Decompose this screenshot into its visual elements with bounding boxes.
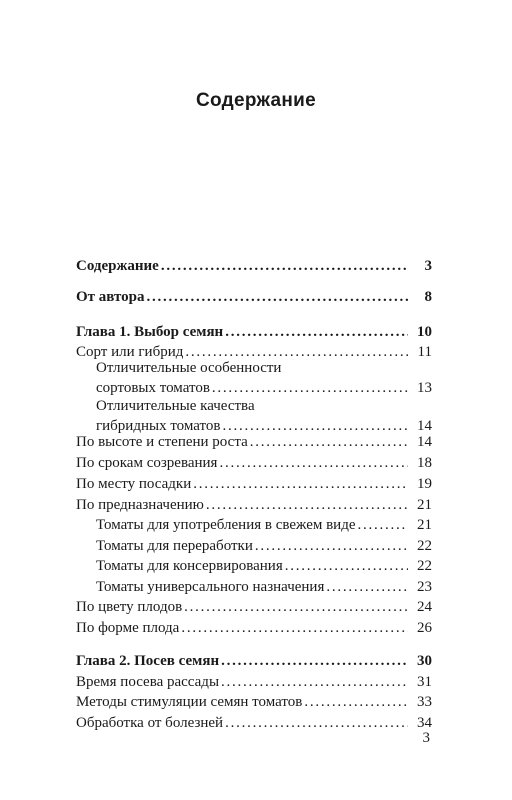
dot-leader	[285, 556, 408, 576]
toc-entry	[76, 358, 432, 398]
dot-leader	[304, 692, 408, 712]
toc-entry-page: 24	[417, 599, 432, 615]
toc-entry-title: Содержание	[76, 258, 159, 274]
toc-entry	[76, 618, 432, 638]
dot-leader	[147, 287, 408, 307]
dot-leader	[212, 378, 408, 398]
toc-entry-title: По срокам созревания	[76, 455, 218, 471]
toc-entry-page: 26	[417, 620, 432, 636]
toc-entry-title-line1: Отличительные качества	[96, 398, 255, 414]
dot-leader	[255, 536, 408, 556]
toc-entry-title: Томаты универсального назначения	[96, 579, 325, 595]
toc-entry-title: Глава 2. Посев семян	[76, 653, 220, 669]
dot-leader	[181, 618, 408, 638]
toc-entry-page: 23	[417, 579, 432, 595]
toc-entry-page: 14	[417, 434, 432, 450]
toc-entry-title-line1: Отличительные особенности	[96, 360, 282, 376]
toc-entry-title: сортовых томатов	[96, 380, 210, 396]
toc-entry	[76, 515, 432, 535]
toc-entry-page: 34	[417, 715, 432, 731]
toc-entry-page: 21	[417, 497, 432, 513]
toc-entry	[76, 287, 432, 307]
toc-entry-page: 8	[424, 289, 432, 305]
toc-entry	[76, 453, 432, 473]
toc-entry-page: 11	[417, 344, 432, 360]
toc-entry-title: Томаты для консервирования	[96, 558, 283, 574]
dot-leader	[221, 672, 408, 692]
toc-entry-title: Обработка от болезней	[76, 715, 224, 731]
dot-leader	[225, 322, 408, 342]
toc-entry	[76, 672, 432, 692]
toc-entry	[76, 651, 432, 671]
toc-entry-title: Методы стимуляции семян томатов	[76, 694, 303, 710]
toc-entry-page: 31	[417, 674, 432, 690]
toc-entry-title: Томаты для переработки	[96, 538, 253, 554]
page-title: Содержание	[195, 90, 317, 111]
toc-entry-title: Сорт или гибрид	[76, 344, 184, 360]
toc-entry-page: 18	[417, 455, 432, 471]
toc-entry-page: 3	[424, 258, 432, 274]
toc-entry-title: По высоте и степени роста	[76, 434, 248, 450]
toc-entry-page: 22	[417, 538, 432, 554]
toc-entry	[76, 556, 432, 576]
toc-entry	[76, 597, 432, 617]
toc-entry-page: 19	[417, 476, 432, 492]
dot-leader	[219, 453, 408, 473]
toc-entry	[76, 536, 432, 556]
dot-leader	[184, 597, 408, 617]
toc-entry-title: От автора	[76, 289, 145, 305]
toc-entry-page: 33	[417, 694, 432, 710]
toc-entry-page: 14	[417, 418, 432, 434]
toc-entry-title: Томаты для употребления в свежем виде	[96, 517, 356, 533]
toc-entry-page: 30	[417, 653, 432, 669]
toc-entry	[76, 692, 432, 712]
toc-entry	[76, 474, 432, 494]
dot-leader	[225, 713, 408, 733]
toc-entry-title: гибридных томатов	[96, 418, 221, 434]
dot-leader	[326, 577, 408, 597]
toc-entry-title: По месту посадки	[76, 476, 192, 492]
dot-leader	[193, 474, 408, 494]
dot-leader	[221, 651, 408, 671]
toc-entry-title: По форме плода	[76, 620, 180, 636]
toc-entry-page: 13	[417, 380, 432, 396]
toc-entry	[76, 577, 432, 597]
toc-entry-page: 21	[417, 517, 432, 533]
page-number: 3	[422, 730, 430, 746]
toc-entry	[76, 713, 432, 733]
toc-entry	[76, 256, 432, 276]
toc-entry	[76, 396, 432, 436]
toc-entry	[76, 322, 432, 342]
toc-entry-title: По цвету плодов	[76, 599, 183, 615]
dot-leader	[206, 495, 408, 515]
dot-leader	[358, 515, 409, 535]
toc-entry	[76, 432, 432, 452]
toc-entry-title: Время посева рассады	[76, 674, 220, 690]
dot-leader	[161, 256, 408, 276]
toc-entry-title: Глава 1. Выбор семян	[76, 324, 224, 340]
dot-leader	[250, 432, 408, 452]
toc-entry-page: 10	[417, 324, 432, 340]
toc-entry	[76, 495, 432, 515]
toc-entry-title: По предназначению	[76, 497, 204, 513]
toc-entry-page: 22	[417, 558, 432, 574]
